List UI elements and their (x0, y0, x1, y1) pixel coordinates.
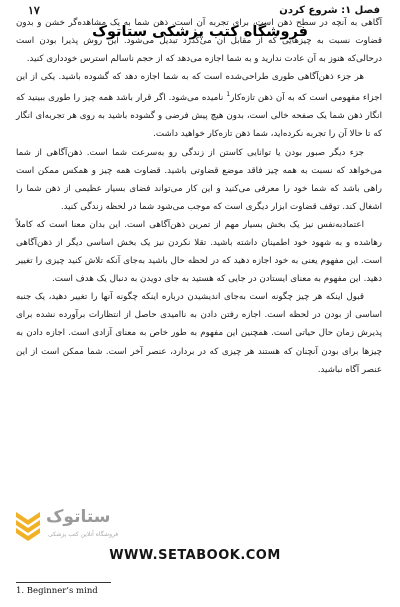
chapter-label: فصل ۱: شروع کردن (279, 5, 380, 16)
body-text (16, 14, 382, 379)
footnote: 1. Beginner’s mind (16, 586, 98, 596)
watermark-badge (14, 506, 142, 546)
page-number: ۱۷ (28, 4, 40, 17)
paragraph: جزء دیگر صبور بودن یا توانایی کاستن از زندگی رو به‌سرعت شما است. ذهن‌آگاهی از شما می‌خواهد که نسبت به همه چیز فاقد موضع قضاوتی باشید. قضاوت همه چیز و همکس ممکن است راهی باشد که شما خود را معرفی می‌کنید و این کار می‌تواند فضای بسیار عظیمی از ذهن شما را اشغال کند. توقف قضاوت ابزار دیگری است که موجب می‌شود شما در لحظه زندگی کنید. (16, 147, 382, 212)
footnote-marker: 1 (226, 91, 231, 99)
paragraph: آگاهی به آنچه در سطح ذهن است، برای تجربه آن است. ذهن شما به یک مشاهده‌گر خشن و بدون قضاوت نسبت به چیزهایی که از مقابل آن می‌گذرد تبدیل می‌شود. این روش پذیرا بودن است درحالی‌که هنوز به آن عادت ندارید و به شما اجازه می‌دهد که از حجم ناسالم استرس خودداری کنید. (16, 18, 382, 65)
paragraph-text: نامیده می‌شود. اگر قرار باشد همه چیز را طوری ببینید که انگار ذهن شما یک صفحه خالی است، بدون هیچ پیش فرضی و گشوده باشید به روی هر تجربه‌ای انگار که تا حالا آن را تجربه نکرده‌اید، شما ذهن تازه‌کار خواهید داشت. (16, 93, 382, 140)
watermark-url: WWW.SETABOOK.COM (109, 548, 281, 563)
book-stack-logo-icon (14, 506, 42, 542)
paragraph (16, 68, 382, 143)
paragraph: قبول اینکه هر چیز چگونه است به‌جای اندیشیدن درباره اینکه چگونه آنها را تغییر دهید، یک جنبه اساسی از بودن در لحظه است. اجازه رفتن دادن به ناامیدی حاصل از انتظارات برآورده نشده برای پذیرش زمان حال حیاتی است. همچنین این مفهوم به طور خاص به معنای آزادی است. اجازه دادن به چیزها برای بودن آنچنان که هستند هر چیزی که در بردارد، عنصر آخر است. شما ممکن است از این عنصر آگاه نباشید. (16, 292, 382, 375)
paragraph: اعتمادبه‌نفس نیز یک بخش بسیار مهم از تمرین ذهن‌آگاهی است. این بدان معنا است که کاملاً رهاشده و به شهود خود اطمینان داشته باشید. تقلا نکردن نیز یک بخش اساسی دیگر از ذهن‌آگاهی است. این مفهوم یعنی به خود اجازه دهید که در لحظه حال باشید به‌جای آنکه تلاش کنید چیزی را تغییر دهید. این مفهوم به معنای ایستادن در جایی که هستید به جای دویدن به دنبال یک هدف است. (16, 219, 382, 285)
watermark-banner: فروشگاه کتب پزشکی ستاتوک (92, 24, 308, 40)
paragraph-text: هر جزء ذهن‌آگاهی طوری طراحی‌شده است که به شما اجازه دهد که گشوده باشید. یکی از این اجزاء مفهومی است که به آن ذهن تازه‌کار (16, 72, 382, 104)
badge-name: ستاتوک (46, 507, 111, 527)
badge-tagline: فروشگاه آنلاین کتب پزشکی (48, 531, 119, 538)
footnote-divider (16, 582, 111, 583)
